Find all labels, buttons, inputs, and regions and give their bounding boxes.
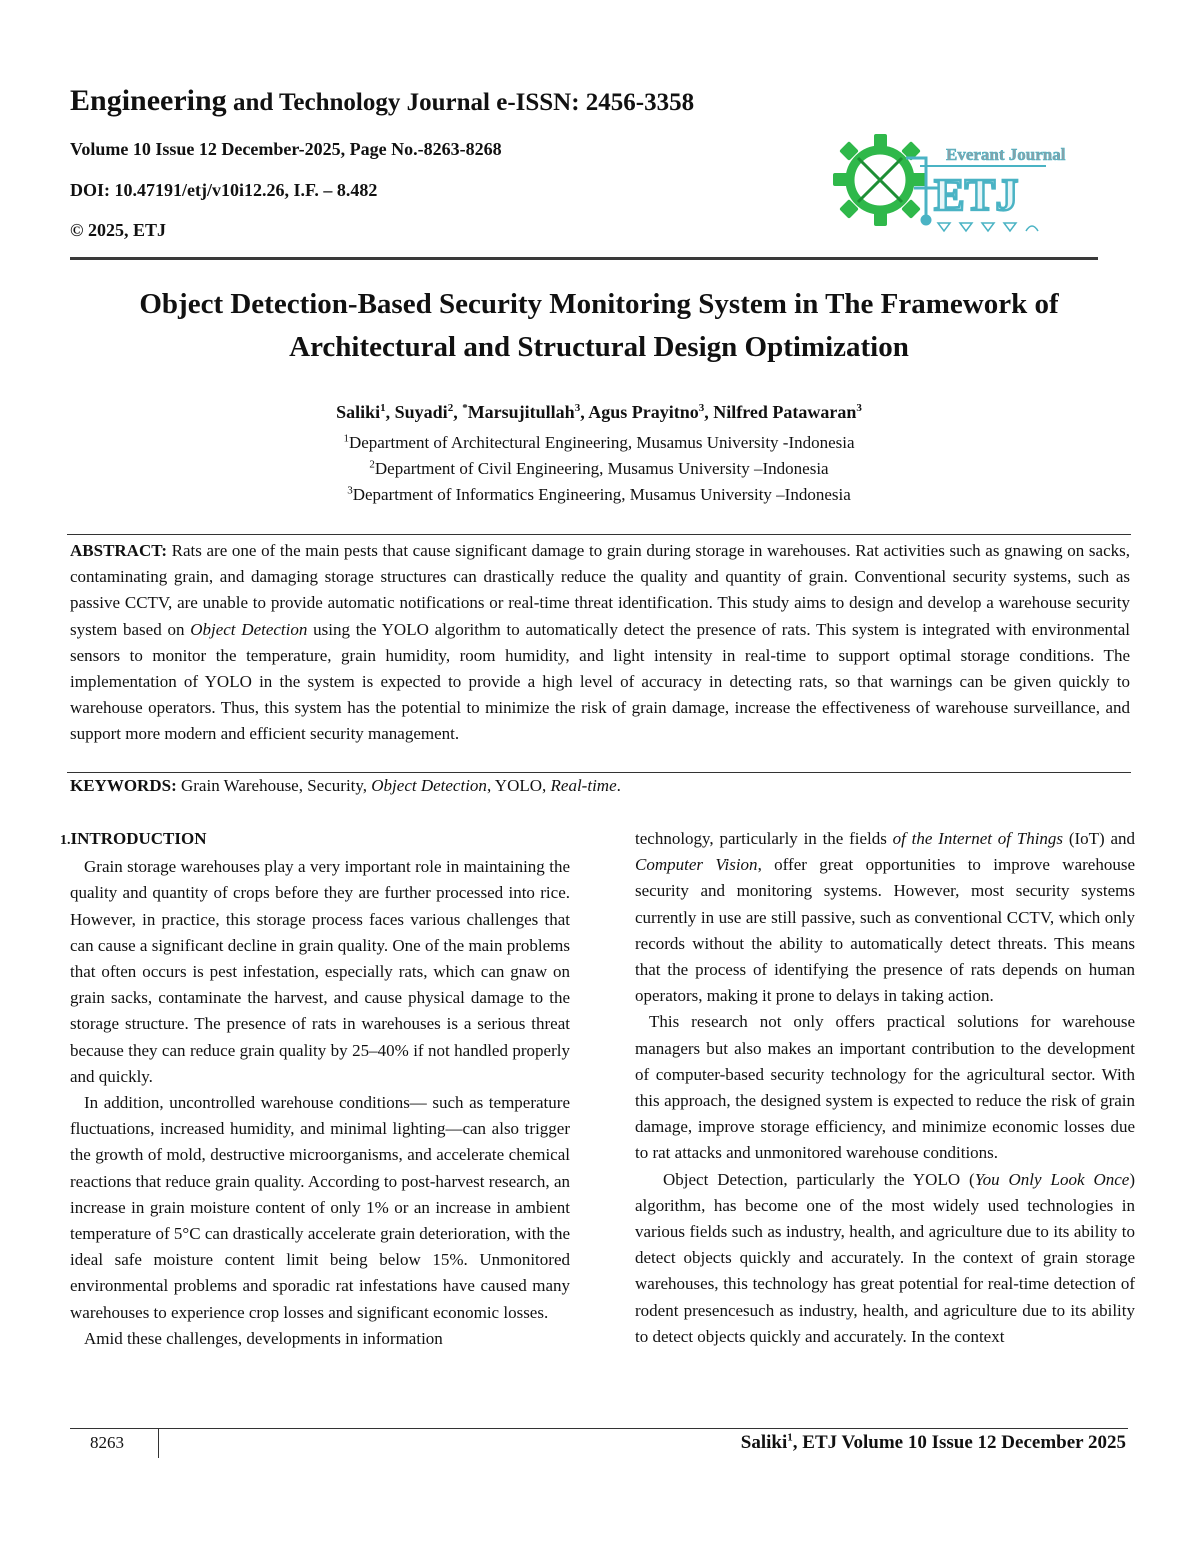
left-column bbox=[60, 826, 570, 1352]
right-paragraph-1: technology, particularly in the fields of the Internet of Things (IoT) and Computer Vision, offer great opportunities to improve warehouse security and monitoring systems. However, most security systems currently in use are still passive, such as conventional CCTV, which only records without the ability to automatically detect threats. This means that the process of identifying the presence of rats depends on human operators, making it prone to delays in taking action. bbox=[635, 829, 1135, 1006]
doi-line: DOI: 10.47191/etj/v10i12.26, I.F. – 8.482 bbox=[70, 180, 378, 200]
journal-name: Engineering and Technology Journal e-ISSN: 2456-3358 bbox=[70, 84, 695, 117]
abstract-top-rule bbox=[67, 534, 1131, 535]
page-number: 8263 bbox=[90, 1433, 124, 1452]
keywords: KEYWORDS: Grain Warehouse, Security, Object Detection, YOLO, Real-time. bbox=[70, 776, 621, 795]
intro-paragraph-2: In addition, uncontrolled warehouse conditions— such as temperature fluctuations, increased humidity, and minimal lighting—can also trigger the growth of mold, destructive microorganisms, and accelerate chemical reactions that reduce grain quality. According to post-harvest research, an increase in grain moisture content of only 1% or an increase in ambient temperature of 5°C can drastically accelerate grain deterioration, with the ideal safe moisture content limit being below 15%. Unmonitored environmental problems and sporadic rat infestations have caused many warehouses to experience crop losses and significant economic losses. bbox=[70, 1093, 570, 1322]
abstract: ABSTRACT: Rats are one of the main pests that cause significant damage to grain during storage in warehouses. Rat activities such as gnawing on sacks, contaminating grain, and damaging storage structures can drastically reduce the quality and quantity of grain. Conventional security systems, such as passive CCTV, are unable to provide automatic notifications or real-time threat identification. This study aims to design and develop a warehouse security system based on Object Detection using the YOLO algorithm to automatically detect the presence of rats. This system is integrated with environmental sensors to monitor the temperature, grain humidity, room humidity, and light intensity in real-time to support optimal storage conditions. The implementation of YOLO in the system is expected to provide a high level of accuracy in detecting rats, so that warnings can be given quickly to warehouse operators. Thus, this system has the potential to minimize the risk of grain damage, increase the effectiveness of warehouse surveillance, and support more modern and efficient security management. bbox=[70, 541, 1130, 744]
right-paragraph-3: Object Detection, particularly the YOLO (You Only Look Once) algorithm, has become one of the most widely used technologies in various fields such as industry, health, and agriculture due to its ability to detect objects quickly and accurately. In the context of grain storage warehouses, this technology has great potential for real-time detection of rodent presencesuch as industry, health, and agriculture due to its ability to detect objects quickly and accurately. In the context bbox=[635, 1169, 1135, 1346]
intro-paragraph-1: Grain storage warehouses play a very important role in maintaining the quality and quantity of crops before they are further processed into rice. However, in practice, this storage process faces various challenges that can cause a significant decline in grain quality. One of the main problems that often occurs is pest infestation, especially rats, which can gnaw on grain sacks, contaminate the harvest, and cause physical damage to the storage structure. The presence of rats in warehouses is a serious threat because they can reduce grain quality by 25–40% if not handled properly and quickly. bbox=[70, 857, 570, 1086]
volume-line: Volume 10 Issue 12 December-2025, Page No.-8263-8268 bbox=[70, 139, 502, 159]
svg-text:Everant Journal: Everant Journal bbox=[946, 145, 1066, 164]
affiliation-2: $^2$Department of Civil Engineering, Musamus University –Indonesia bbox=[369, 458, 829, 478]
etj-logo bbox=[828, 128, 1066, 238]
header-divider bbox=[70, 257, 1098, 260]
affiliation-3: $^3$Department of Informatics Engineering, Musamus University –Indonesia bbox=[347, 484, 851, 504]
intro-paragraph-3: Amid these challenges, developments in information bbox=[84, 1328, 443, 1348]
abstract-bottom-rule bbox=[67, 772, 1131, 773]
copyright-line: © 2025, ETJ bbox=[70, 220, 166, 240]
gear-logo-icon bbox=[828, 128, 1066, 238]
footer-divider bbox=[158, 1428, 159, 1458]
svg-text:ETJ: ETJ bbox=[934, 169, 1019, 220]
right-column bbox=[635, 826, 1135, 1350]
footer-rule bbox=[70, 1428, 1128, 1429]
affiliation-1: $^1$Department of Architectural Engineering, Musamus University -Indonesia bbox=[343, 432, 855, 452]
section-heading-introduction: 1.INTRODUCTION bbox=[60, 829, 207, 848]
author-list: Saliki$^1$, Suyadi$^2$, *Marsujitullah$^3$, Agus Prayitno$^3$, Nilfred Patawaran$^3$ bbox=[336, 402, 862, 422]
right-paragraph-2: This research not only offers practical solutions for warehouse managers but also makes an important contribution to the development of computer-based security technology for the agricultural sector. With this approach, the designed system is expected to reduce the risk of grain damage, improve storage efficiency, and minimize economic losses due to rat attacks and unmonitored warehouse conditions. bbox=[635, 1012, 1135, 1163]
footer-citation: Saliki$^1$, ETJ Volume 10 Issue 12 December 2025 bbox=[740, 1431, 1126, 1453]
paper-title: Object Detection-Based Security Monitoring System in The Framework of Architectural and Structural Design Optimization bbox=[139, 288, 1059, 363]
